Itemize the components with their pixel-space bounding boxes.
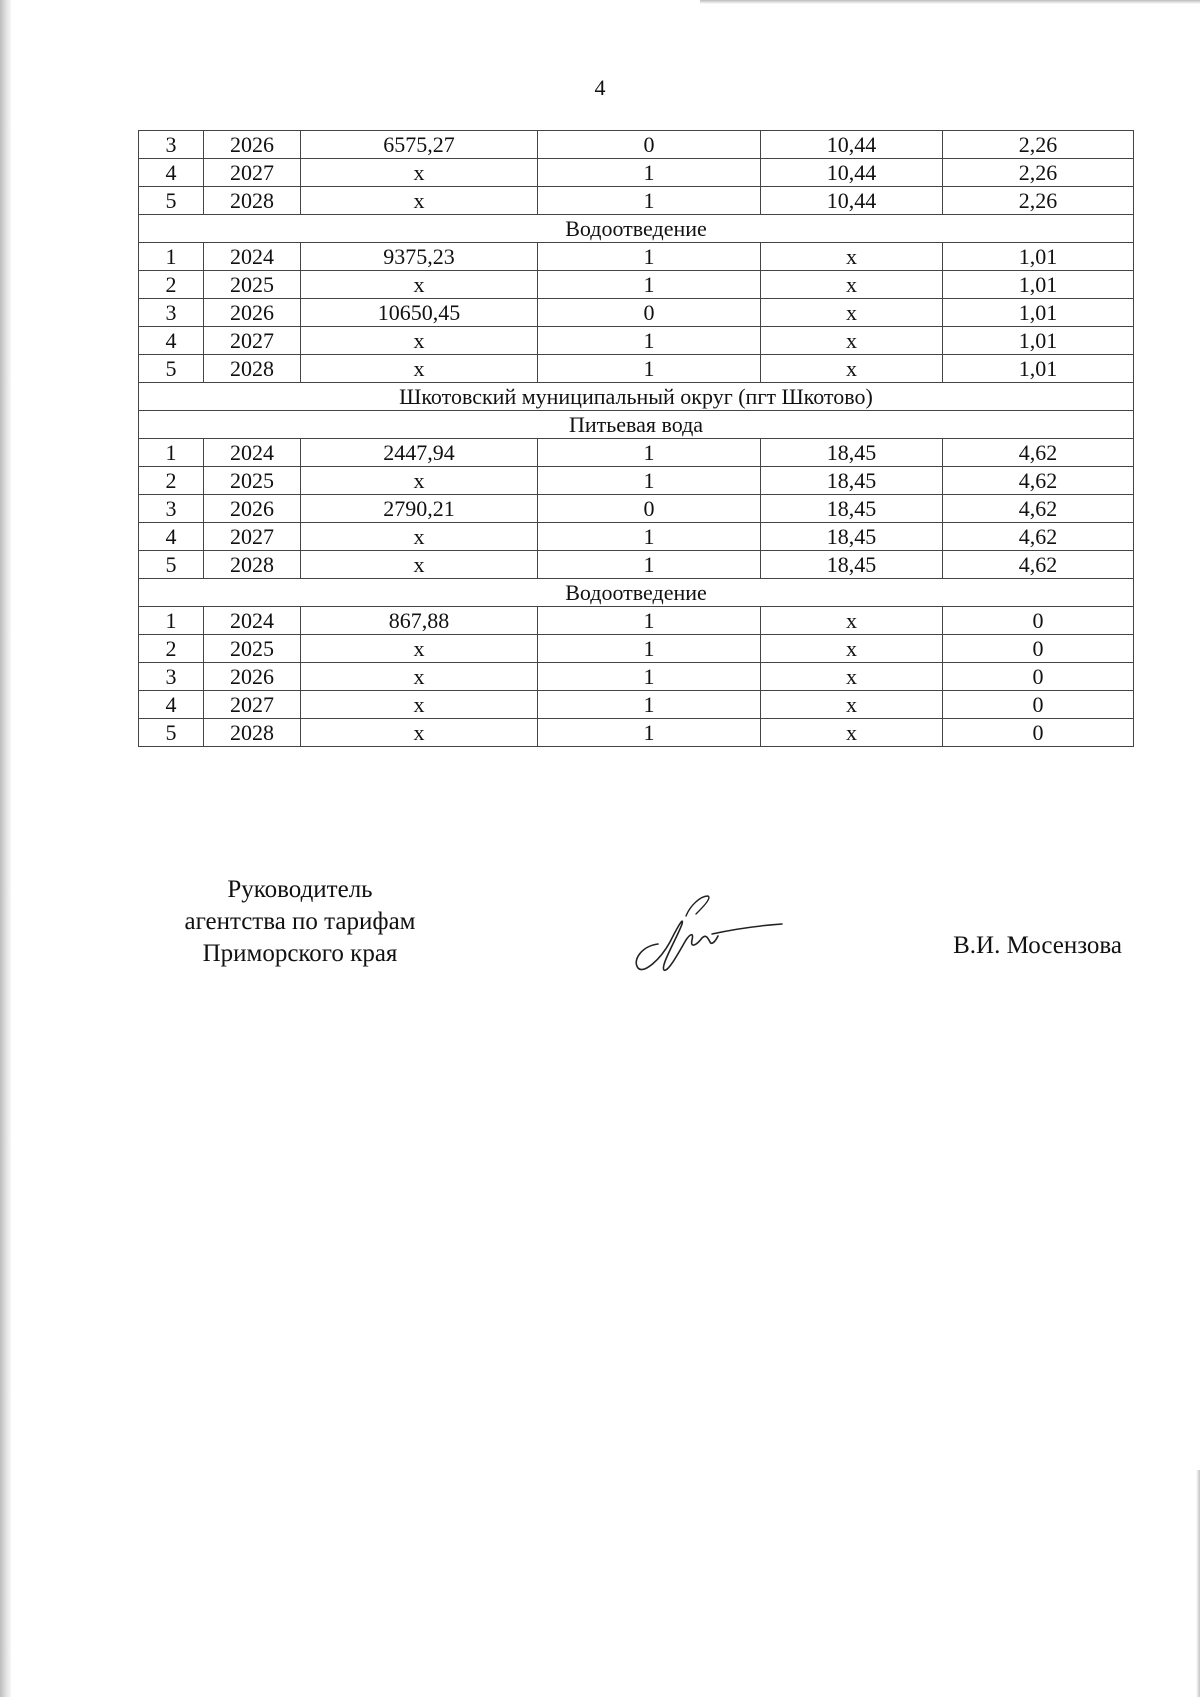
table-cell: 2025	[204, 271, 301, 299]
table-cell: 0	[943, 607, 1134, 635]
table-row	[139, 523, 1134, 551]
signer-position-line: агентства по тарифам	[184, 908, 416, 935]
table-cell: х	[301, 691, 538, 719]
table-row	[139, 131, 1134, 159]
table-cell: 1	[139, 243, 204, 271]
section-header-row	[139, 579, 1134, 607]
table-cell: 6575,27	[301, 131, 538, 159]
table-cell: х	[761, 635, 943, 663]
table-cell: х	[301, 159, 538, 187]
table-cell: 1	[139, 439, 204, 467]
table-cell: 2,26	[943, 131, 1134, 159]
table-cell: 2025	[204, 635, 301, 663]
table-cell: 4,62	[943, 467, 1134, 495]
table-cell: 2027	[204, 523, 301, 551]
section-header-row	[139, 411, 1134, 439]
table-cell: 3	[139, 495, 204, 523]
table-cell: х	[301, 719, 538, 747]
table-cell: 2025	[204, 467, 301, 495]
table-row	[139, 327, 1134, 355]
table-cell: х	[761, 607, 943, 635]
table-cell: 1,01	[943, 327, 1134, 355]
table-cell: 4	[139, 327, 204, 355]
table-cell: 2,26	[943, 159, 1134, 187]
table-cell: 10,44	[761, 131, 943, 159]
table-cell: 1	[538, 663, 761, 691]
table-cell: 3	[139, 663, 204, 691]
table-cell: 1,01	[943, 299, 1134, 327]
table-cell: х	[761, 719, 943, 747]
table-cell: 1	[538, 327, 761, 355]
section-header: Водоотведение	[139, 215, 1134, 243]
tariff-table	[138, 130, 1134, 747]
table-cell: 2027	[204, 159, 301, 187]
table-cell: 1,01	[943, 243, 1134, 271]
table-cell: х	[761, 663, 943, 691]
table-row	[139, 187, 1134, 215]
scan-edge-left	[0, 0, 11, 1697]
table-cell: 2024	[204, 439, 301, 467]
table-cell: х	[761, 691, 943, 719]
table-row	[139, 635, 1134, 663]
table-row	[139, 159, 1134, 187]
table-cell: х	[301, 467, 538, 495]
table-cell: 18,45	[761, 495, 943, 523]
table-cell: 1	[538, 243, 761, 271]
table-cell: х	[301, 271, 538, 299]
table-cell: х	[761, 299, 943, 327]
table-cell: 867,88	[301, 607, 538, 635]
table-cell: 4	[139, 523, 204, 551]
table-cell: 2028	[204, 551, 301, 579]
table-cell: х	[301, 523, 538, 551]
table-cell: 2	[139, 635, 204, 663]
table-cell: 18,45	[761, 467, 943, 495]
table-cell: 9375,23	[301, 243, 538, 271]
table-cell: х	[761, 355, 943, 383]
table-row	[139, 495, 1134, 523]
table-cell: 0	[538, 131, 761, 159]
table-cell: х	[301, 327, 538, 355]
table-cell: 1	[538, 551, 761, 579]
table-cell: 1	[538, 607, 761, 635]
section-header: Шкотовский муниципальный округ (пгт Шкотово)	[139, 383, 1134, 411]
table-cell: 1	[538, 635, 761, 663]
table-cell: 2027	[204, 691, 301, 719]
table-row	[139, 719, 1134, 747]
table-cell: 5	[139, 355, 204, 383]
table-cell: 0	[538, 299, 761, 327]
table-cell: 2028	[204, 355, 301, 383]
table-row	[139, 551, 1134, 579]
table-cell: 1,01	[943, 355, 1134, 383]
table-cell: 0	[943, 691, 1134, 719]
signer-position-line: Руководитель	[227, 876, 373, 903]
page-number: 4	[594, 75, 606, 100]
table-row	[139, 691, 1134, 719]
tariff-table-body	[139, 131, 1134, 747]
table-cell: 1	[538, 355, 761, 383]
table-cell: 2028	[204, 719, 301, 747]
section-header: Питьевая вода	[139, 411, 1134, 439]
table-cell: 1	[538, 467, 761, 495]
table-cell: 18,45	[761, 523, 943, 551]
table-cell: 18,45	[761, 551, 943, 579]
scan-edge-top	[700, 0, 1200, 4]
table-cell: 4,62	[943, 495, 1134, 523]
table-cell: 2026	[204, 131, 301, 159]
table-cell: 3	[139, 131, 204, 159]
table-cell: 0	[943, 719, 1134, 747]
table-cell: х	[301, 635, 538, 663]
section-header-row	[139, 383, 1134, 411]
table-cell: 10650,45	[301, 299, 538, 327]
table-cell: 2790,21	[301, 495, 538, 523]
table-cell: 4,62	[943, 439, 1134, 467]
table-row	[139, 467, 1134, 495]
table-cell: 2024	[204, 607, 301, 635]
table-cell: 0	[943, 635, 1134, 663]
table-cell: 4	[139, 159, 204, 187]
table-cell: х	[761, 243, 943, 271]
table-cell: 1	[538, 719, 761, 747]
table-cell: 2027	[204, 327, 301, 355]
table-row	[139, 299, 1134, 327]
table-cell: х	[301, 663, 538, 691]
signer-position	[150, 874, 450, 970]
table-cell: 5	[139, 719, 204, 747]
table-row	[139, 355, 1134, 383]
table-cell: 10,44	[761, 159, 943, 187]
table-row	[139, 439, 1134, 467]
table-cell: 5	[139, 551, 204, 579]
table-cell: 1	[538, 439, 761, 467]
table-cell: 2447,94	[301, 439, 538, 467]
table-cell: 5	[139, 187, 204, 215]
table-cell: 2026	[204, 495, 301, 523]
table-cell: 18,45	[761, 439, 943, 467]
signature-icon	[630, 894, 790, 974]
table-cell: 1	[538, 159, 761, 187]
table-cell: 2,26	[943, 187, 1134, 215]
table-cell: 1	[538, 523, 761, 551]
table-cell: 1,01	[943, 271, 1134, 299]
table-cell: 2	[139, 271, 204, 299]
table-cell: 1	[139, 607, 204, 635]
table-cell: 10,44	[761, 187, 943, 215]
table-row	[139, 663, 1134, 691]
table-cell: х	[761, 327, 943, 355]
table-cell: 2026	[204, 663, 301, 691]
table-cell: 2024	[204, 243, 301, 271]
section-header-row	[139, 215, 1134, 243]
table-cell: 2026	[204, 299, 301, 327]
table-cell: 4	[139, 691, 204, 719]
table-cell: х	[301, 187, 538, 215]
table-cell: 1	[538, 691, 761, 719]
table-row	[139, 243, 1134, 271]
table-cell: 0	[943, 663, 1134, 691]
table-row	[139, 607, 1134, 635]
section-header: Водоотведение	[139, 579, 1134, 607]
table-cell: 0	[538, 495, 761, 523]
table-cell: х	[301, 551, 538, 579]
table-cell: 1	[538, 271, 761, 299]
table-cell: 3	[139, 299, 204, 327]
scan-edge-right	[1196, 1470, 1200, 1697]
table-cell: х	[761, 271, 943, 299]
signer-position-line: Приморского края	[202, 940, 398, 967]
table-cell: 1	[538, 187, 761, 215]
table-cell: 4,62	[943, 551, 1134, 579]
table-cell: 2	[139, 467, 204, 495]
signer-name: В.И. Мосензова	[953, 932, 1122, 959]
table-row	[139, 271, 1134, 299]
table-cell: 2028	[204, 187, 301, 215]
table-cell: х	[301, 355, 538, 383]
table-cell: 4,62	[943, 523, 1134, 551]
